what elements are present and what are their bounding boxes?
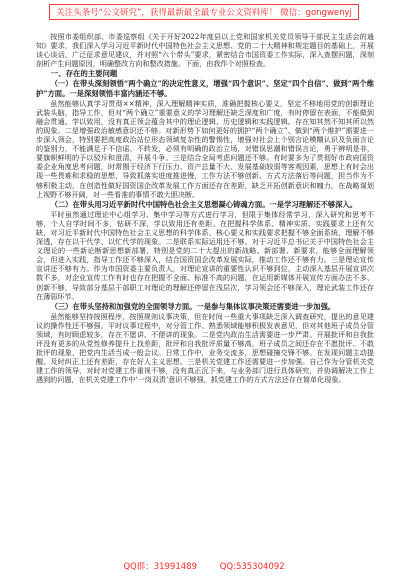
body-paragraph: 平时虽然通过理论中心组学习、集中学习等方式进行学习，但限于集体经常学习，深入研究和思考不够，个人自学时间不多，钻研不深，学以致用还有差距。在把握科学体系、精神实质、实践要求上还有欠缺，对习近平新时代中国特色社会主义思想的科学体系、核心要义和实践要求把握不够全面系统，理解不够深透，存在以干代学、以忙代学的现象。二是联系实际运用还不够。对于习近平总书记关于中国特色社会主义理论的一些新论断新思想新部署，特别是党的二十大提出的新战略、新部署、新要求，能够全面理解领会，但进入实践，指导工作还不够深入，结合国资国企改革发展实际，推动工作还不够有力。三是理论宣传宣讲还不够有力。作为市国资委主要负责人，对理论宣讲的重要性认识不够到位，主动深入基层开展宣讲次数不多，对企业宣传工作有时也存在把握不全面、标准不高的问题，在运用新媒体开展宣传方面办法不多、创新不够，导致部分基层干部职工对理论的理解还停留在浅层次，学习领会还不够深入，理论武装工作还存在薄弱环节。 bbox=[36, 209, 374, 301]
body-paragraph: 虽然能够认真学习贯彻××精神，深入理解精神实质，准确把握核心要义，坚定不移地用党的创新理论武装头脑，指导工作，但对“两个确立”重要意义的学习理解还缺乏深度和广度，有时停留在表面，不能做到融会贯通、学以致用，没有真正领会蕴含其中的理论逻辑、历史逻辑和实践逻辑。存在知其然不知其所以然的现象。二是增强政治敏感意识还不够。对新形势下如何更好的拥护“两个确立”、做到“两个维护”需要进一步深入领会，特别要把高度政治站位形态领域复杂性的警惕性，增强对社会上个别言论模糊认识及负面言论的鉴别力，不能满足于不信谣、不转发，必须有明确的政治立场，对错误思潮和错误言论，勇于辨明是非，要旗帜鲜明的予以驳斥和澄清，开展斗争。三是结合全局考虑问题还不够。有时要多为了贯彻好市政府国资委企业角度思考问题，时常囿于经济下行压力、资产总量不大、发展基础较弱等客观因素，思想上有时会出现一些畏难和求稳的思想，导致抓落实进度推进慢，工作方法不够创新、方式方法落后等问题，担当作为不够积极主动，在创造性做好国资国企改革发展工作方面还存在差距，缺乏开拓创新意识和魄力，在战略谋划上视野不够开阔，对一些看准的事情不敢大胆决断。 bbox=[36, 98, 374, 199]
body-paragraph: 按照市委组织部、市委巡察组《关于开好2022年度县以上党和国家机关党员领导干部民主生活会的通知》要求，我们深入学习习近平新时代中国特色社会主义思想、党的二十大精神和规定题目的基础上，开展谈心谈话，广泛征求意见建议，并对照“六个带头”要求，紧密结合市国资委工作实际，深入查摆问题，深刻剖析产生问题原因，明确整改方向和整改措施。下面，由我作个对照检查。 bbox=[36, 32, 374, 69]
subsection-heading: （一）在带头深刻领悟“两个确立”的决定性意义，增强“四个意识”、坚定“四个自信”、做到“两个维护”方面。一是深刻领悟丰富内涵还不够。 bbox=[36, 79, 374, 98]
subsection-heading: （三）在带头坚持和加强党的全面领导方面。一是参与集体议事决策还需要进一步加强。 bbox=[50, 301, 336, 311]
subsection-heading: （二）在带头用习近平新时代中国特色社会主义思想凝心铸魂方面。一是学习理解还不够深入。 bbox=[50, 199, 358, 209]
section-heading: 一、存在的主要问题 bbox=[50, 69, 118, 79]
footer-qq-group: QQ群：31991489 bbox=[123, 562, 198, 572]
footer-qq: QQ:535304092 bbox=[219, 562, 285, 572]
body-paragraph: 虽然能够坚持按照程序，按照规则议事决策，但在时间一些重大事项缺乏深入调查研究，提出的意见建议的操作性还不够强，平时议事过程中，对分管工作、熟悉领域能够积极发表意见，但对其他班子成员分管领域，有时顾虑较多，存在不愿讲、不便讲的现象。二是党内政治生活需要进一步严肃。开展批评和自我批评没有更多的从党性修养提升上找差距，批评和自我批评质量不够高，班子成员之间还存在不愿批评、不敢批评的现象，把党内生活当成一般会议。日常工作中，业务交流多，思想碰撞交锋不够。在发现问题主动提醒、及时纠正上还有差距，存在好人主义思想。三是机关党建工作还需要进一步加强。自己作为分管机关党建工作的领导，对时对党建工作重视不够，没有真正沉下来，与业务部门进行具体研究，并协调解决工作上遇到的问题，在机关党建工作中‘一岗双责’意识不够强，抓党建工作的方式方法还存在简单化现象。 bbox=[36, 311, 374, 385]
document-body bbox=[36, 32, 374, 552]
banner-text: 关注头条号“公文研究”，获得最新最全最专业公文资料库！ 微信：gongwenyj bbox=[49, 4, 359, 20]
footer bbox=[0, 560, 408, 572]
top-banner bbox=[0, 0, 408, 24]
